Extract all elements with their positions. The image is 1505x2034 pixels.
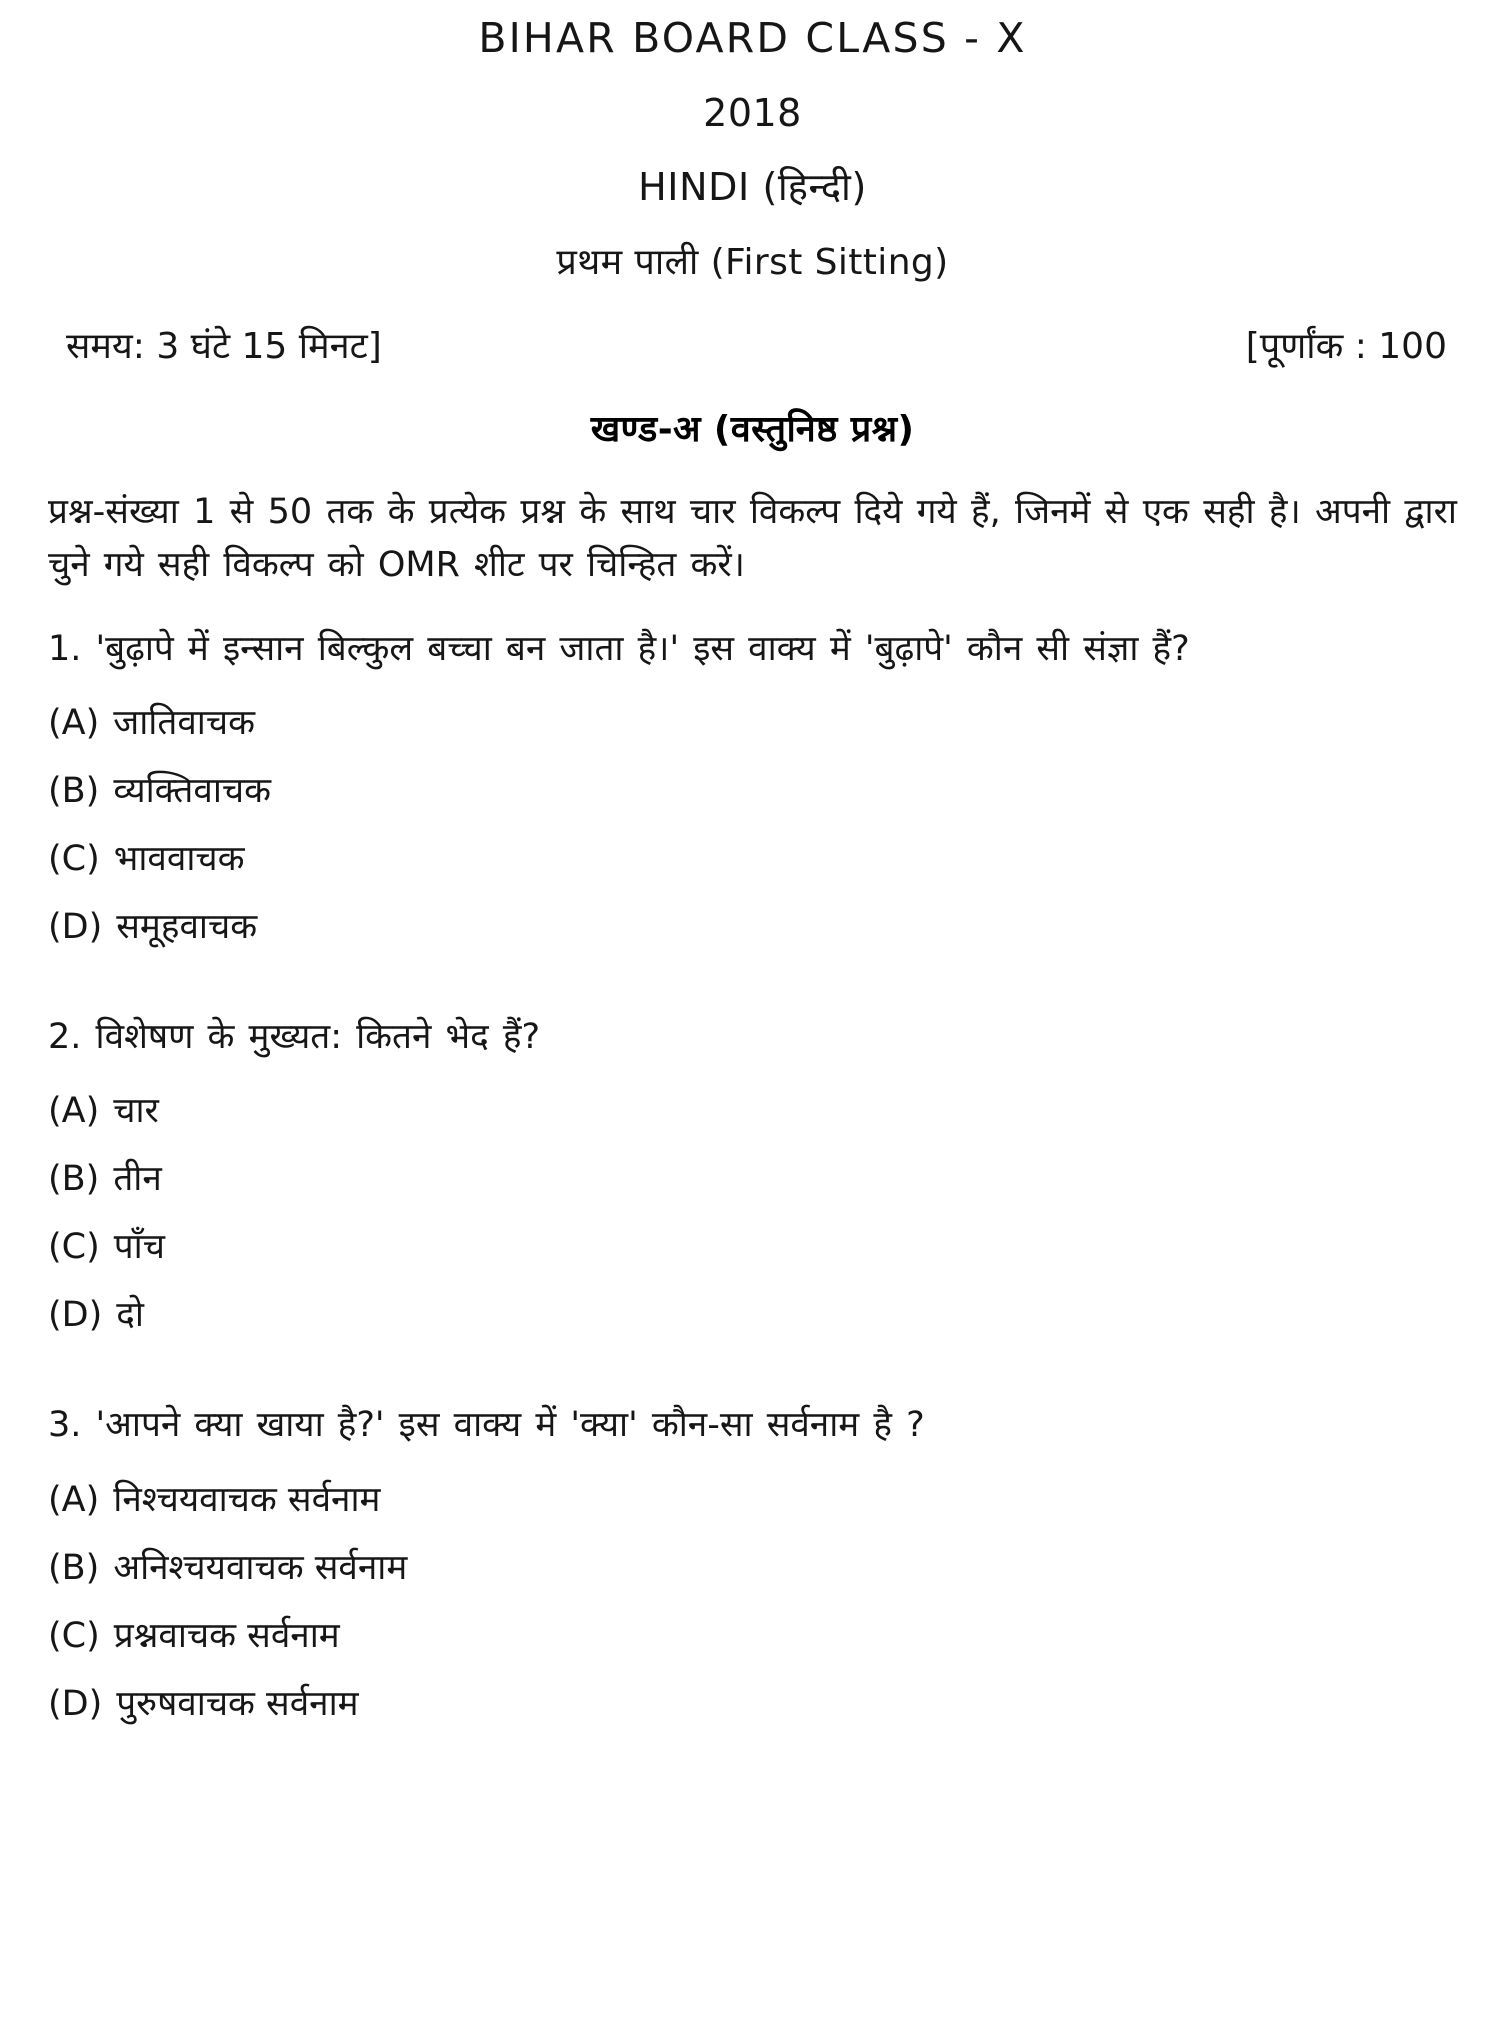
option-d[interactable] [48, 1294, 1457, 1336]
option-text: समूहवाचक [116, 907, 258, 948]
sitting-label: प्रथम पाली (First Sitting) [556, 242, 949, 284]
question-block [48, 622, 1457, 948]
option-text: तीन [113, 1159, 162, 1200]
time-allowed: समय: 3 घंटे 15 मिनट] [66, 325, 382, 367]
option-list [48, 1090, 1457, 1336]
option-text: निश्चयवाचक सर्वनाम [113, 1479, 381, 1520]
question-block [48, 1010, 1457, 1336]
option-label: (B) [48, 1159, 100, 1200]
option-text: व्यक्तिवाचक [113, 771, 272, 812]
option-label: (B) [48, 771, 100, 812]
subject-title: HINDI (हिन्दी) [638, 165, 867, 210]
option-a[interactable] [48, 1090, 1457, 1132]
option-label: (C) [48, 1227, 100, 1268]
board-title: BIHAR BOARD CLASS - X [478, 14, 1027, 62]
question-number: 3. [48, 1405, 82, 1446]
option-a[interactable] [48, 1479, 1457, 1521]
option-c[interactable] [48, 1615, 1457, 1657]
option-text: पुरुषवाचक सर्वनाम [116, 1683, 359, 1724]
option-label: (D) [48, 907, 103, 948]
question-body: 'बुढ़ापे में इन्सान बिल्कुल बच्चा बन जाता है।' इस वाक्य में 'बुढ़ापे' कौन सी संज्ञा हैं? [95, 628, 1190, 669]
option-list [48, 1479, 1457, 1725]
option-text: पाँच [113, 1227, 165, 1268]
option-label: (C) [48, 839, 100, 880]
option-label: (A) [48, 1091, 100, 1132]
option-d[interactable] [48, 906, 1457, 948]
question-number: 1. [48, 628, 82, 669]
option-b[interactable] [48, 1158, 1457, 1200]
option-label: (D) [48, 1295, 103, 1336]
option-text: जातिवाचक [113, 703, 255, 744]
option-text: भाववाचक [113, 839, 245, 880]
option-list [48, 702, 1457, 948]
option-d[interactable] [48, 1683, 1457, 1725]
option-label: (C) [48, 1615, 100, 1656]
paper-header [48, 16, 1457, 284]
option-b[interactable] [48, 1547, 1457, 1589]
question-body: 'आपने क्या खाया है?' इस वाक्य में 'क्या' कौन-सा सर्वनाम है ? [95, 1405, 925, 1446]
option-b[interactable] [48, 770, 1457, 812]
section-heading: खण्ड-अ (वस्तुनिष्ठ प्रश्न) [590, 408, 915, 450]
question-number: 2. [48, 1017, 82, 1058]
question-body: विशेषण के मुख्यत: कितने भेद हैं? [95, 1017, 541, 1058]
question-block [48, 1398, 1457, 1724]
option-label: (D) [48, 1683, 103, 1724]
option-label: (A) [48, 703, 100, 744]
option-text: अनिश्चयवाचक सर्वनाम [113, 1547, 408, 1588]
question-text [48, 1010, 1457, 1064]
option-a[interactable] [48, 702, 1457, 744]
instructions-paragraph: प्रश्न-संख्या 1 से 50 तक के प्रत्येक प्रश्न के साथ चार विकल्प दिये गये हैं, जिनमें से एक सही है। अपनी द्वारा चुने गये सही विकल्प को OMR शीट पर चिन्हित करें। [48, 491, 1457, 585]
option-text: दो [116, 1295, 144, 1336]
option-text: चार [113, 1091, 159, 1132]
full-marks: [पूर्णांक : 100 [1245, 325, 1447, 367]
question-text [48, 1398, 1457, 1452]
option-c[interactable] [48, 1226, 1457, 1268]
option-label: (A) [48, 1479, 100, 1520]
question-text [48, 622, 1457, 676]
option-text: प्रश्नवाचक सर्वनाम [113, 1615, 340, 1656]
option-label: (B) [48, 1547, 100, 1588]
exam-meta-row [48, 320, 1457, 369]
option-c[interactable] [48, 838, 1457, 880]
exam-year: 2018 [703, 90, 802, 135]
